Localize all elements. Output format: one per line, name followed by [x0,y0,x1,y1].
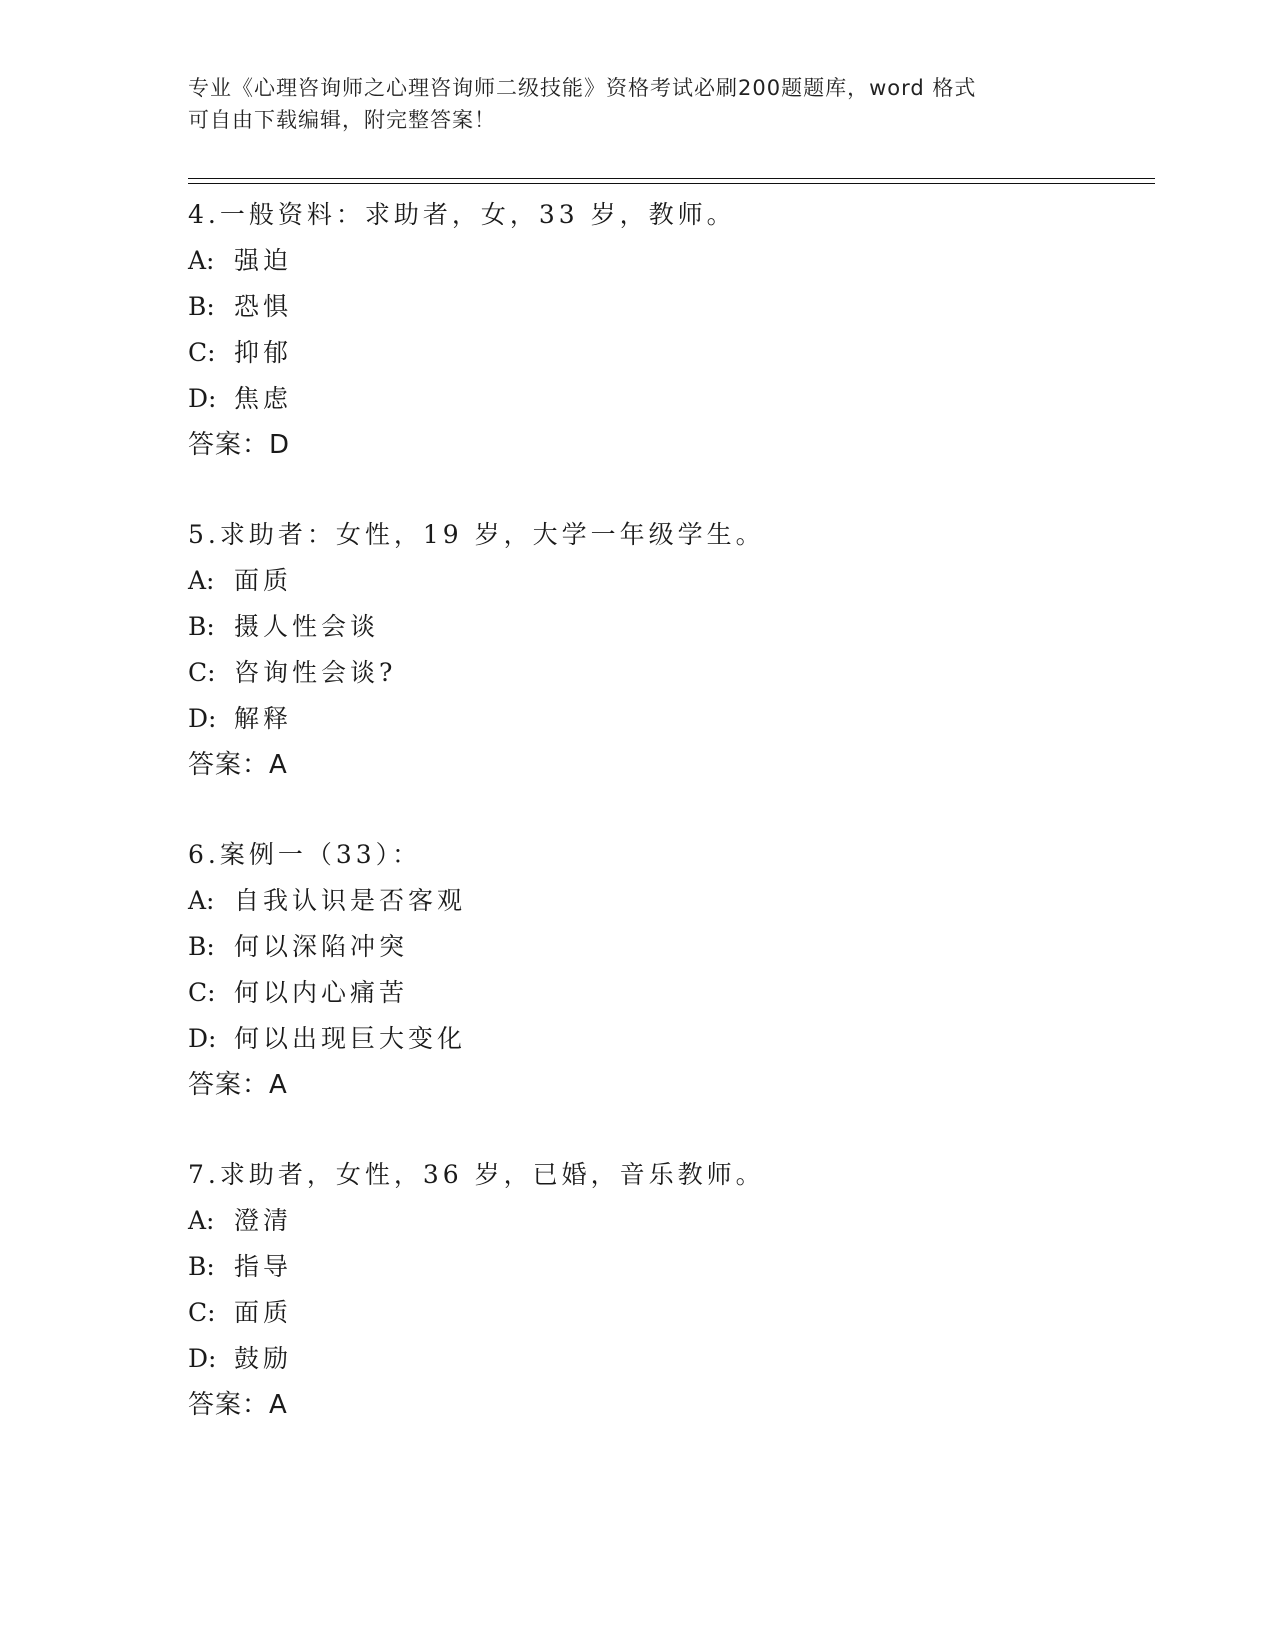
option-text: 何以出现巨大变化 [234,1024,467,1053]
option-letter: A: [188,1206,215,1235]
option-letter: C: [188,338,216,367]
header-line-1: 专业《心理咨询师之心理咨询师二级技能》资格考试必刷200题题库，word 格式 [188,76,977,100]
option-letter: A: [188,886,215,915]
option-text: 面质 [234,566,293,595]
answer-line: 答案：A [188,750,288,780]
option-letter: A: [188,566,215,595]
option-c [188,650,1148,696]
question-list [188,192,1148,1472]
option-text: 解释 [234,704,293,733]
header-line-2: 可自由下载编辑，附完整答案！ [188,108,496,132]
option-letter: D: [188,704,217,733]
option-d [188,696,1148,742]
option-text: 何以深陷冲突 [234,932,409,961]
answer-line: 答案：D [188,430,291,460]
document-header [188,72,1068,136]
option-text: 鼓励 [234,1344,293,1373]
option-letter: B: [188,932,215,961]
question-stem: 5.求助者：女性，19 岁，大学一年级学生。 [188,520,765,549]
question-6 [188,832,1148,1108]
header-divider-top [188,178,1155,179]
option-text: 指导 [234,1252,293,1281]
option-letter: C: [188,1298,216,1327]
option-a [188,238,1148,284]
option-letter: D: [188,1344,217,1373]
question-4 [188,192,1148,468]
question-stem: 4.一般资料：求助者，女，33 岁，教师。 [188,200,736,229]
option-text: 何以内心痛苦 [234,978,409,1007]
option-b [188,924,1148,970]
option-c [188,970,1148,1016]
option-d [188,376,1148,422]
option-c [188,330,1148,376]
option-a [188,1198,1148,1244]
question-stem: 6.案例一（33）： [188,840,422,869]
answer-line: 答案：A [188,1070,288,1100]
option-text: 自我认识是否客观 [234,886,467,915]
option-a [188,878,1148,924]
answer-line: 答案：A [188,1390,288,1420]
option-letter: D: [188,1024,217,1053]
option-letter: C: [188,978,216,1007]
option-letter: D: [188,384,217,413]
option-text: 摄人性会谈 [234,612,380,641]
option-d [188,1336,1148,1382]
question-5 [188,512,1148,788]
option-text: 澄清 [234,1206,293,1235]
option-text: 咨询性会谈? [234,658,397,687]
option-b [188,284,1148,330]
option-text: 强迫 [234,246,293,275]
question-7 [188,1152,1148,1428]
option-letter: B: [188,292,215,321]
option-b [188,1244,1148,1290]
option-text: 焦虑 [234,384,293,413]
header-divider-bottom [188,183,1155,184]
option-text: 面质 [234,1298,293,1327]
option-letter: A: [188,246,215,275]
question-stem: 7.求助者，女性，36 岁，已婚，音乐教师。 [188,1160,765,1189]
option-letter: B: [188,612,215,641]
option-b [188,604,1148,650]
option-d [188,1016,1148,1062]
option-text: 抑郁 [234,338,293,367]
option-letter: C: [188,658,216,687]
option-letter: B: [188,1252,215,1281]
option-text: 恐惧 [234,292,293,321]
option-c [188,1290,1148,1336]
option-a [188,558,1148,604]
